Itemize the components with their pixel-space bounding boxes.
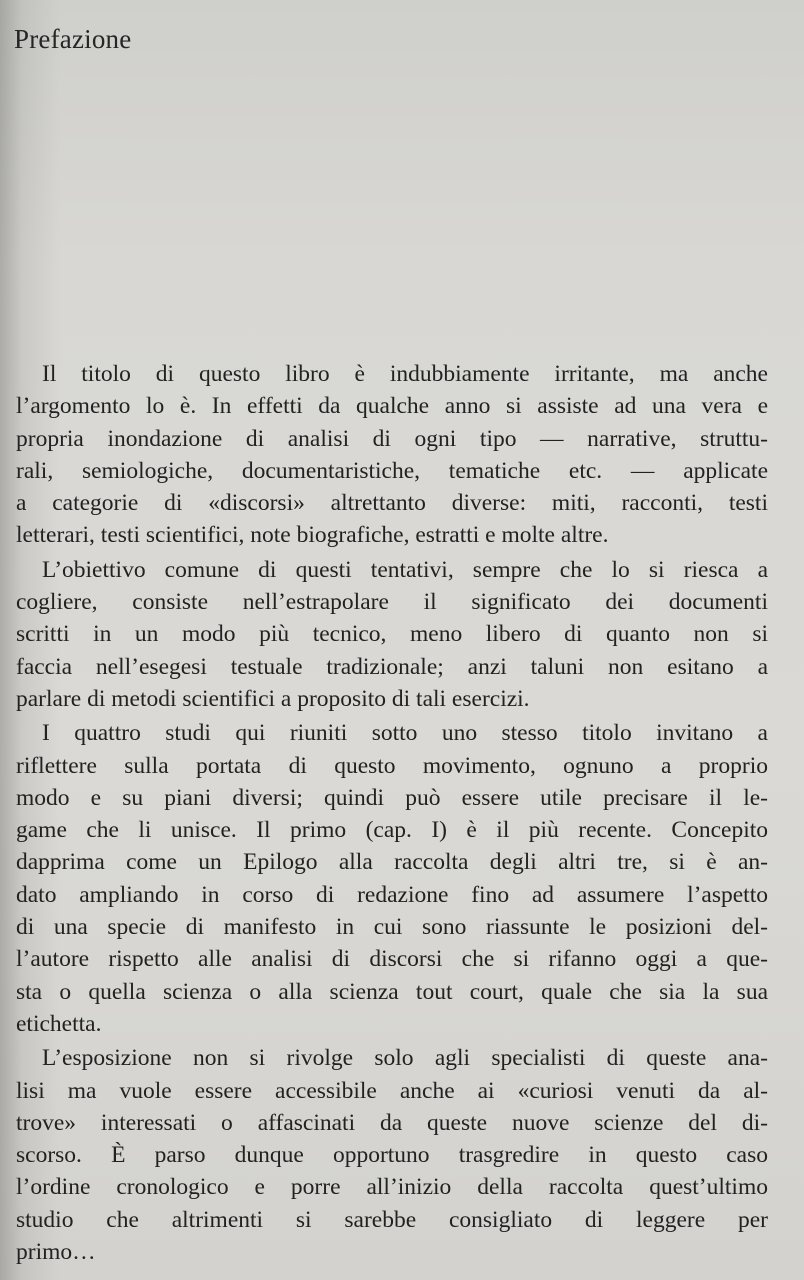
text-line: sta o quella scienza o alla scienza tout court, quale che sia la sua (16, 978, 768, 1005)
paragraph-1 (16, 358, 768, 552)
text-line: dato ampliando in corso di redazione fino ad assumere l’aspetto (16, 881, 768, 908)
text-line: dapprima come un Epilogo alla raccolta degli altri tre, si è an- (16, 849, 768, 876)
page-heading: Prefazione (14, 24, 132, 54)
text-line: trove» interessati o affascinati da queste nuove scienze del di- (16, 1109, 768, 1136)
text-line: di una specie di manifesto in cui sono riassunte le posizioni del- (16, 914, 768, 941)
text-line: parlare di metodi scientifici a proposito di tali esercizi. (16, 685, 530, 712)
text-line: studio che altrimenti si sarebbe consigliato di leggere per (16, 1206, 768, 1233)
text-line: letterari, testi scientifici, note biografiche, estratti e molte altre. (16, 522, 609, 549)
text-line: scritti in un modo più tecnico, meno libero di quanto non si (16, 621, 768, 648)
paragraph-3 (16, 717, 768, 1040)
text-line: L’obiettivo comune di questi tentativi, sempre che lo si riesca a (42, 556, 768, 583)
text-line: propria inondazione di analisi di ogni tipo — narrative, struttu- (16, 425, 768, 452)
text-line: faccia nell’esegesi testuale tradizionale; anzi taluni non esitano a (16, 653, 768, 680)
text-line: I quattro studi qui riuniti sotto uno stesso titolo invitano a (42, 720, 768, 747)
text-line: riflettere sulla portata di questo movimento, ognuno a proprio (16, 752, 768, 779)
text-line: a categorie di «discorsi» altrettanto diverse: miti, racconti, testi (16, 490, 768, 517)
text-line: modo e su piani diversi; quindi può essere utile precisare il le- (16, 784, 768, 811)
text-line: l’autore rispetto alle analisi di discorsi che si rifanno oggi a que- (16, 946, 768, 973)
text-line: game che li unisce. Il primo (cap. I) è il più recente. Concepito (16, 817, 768, 844)
text-line: L’esposizione non si rivolge solo agli specialisti di queste ana- (42, 1045, 768, 1072)
text-line: l’argomento lo è. In effetti da qualche anno si assiste ad una vera e (16, 393, 768, 420)
text-line: lisi ma vuole essere accessibile anche ai «curiosi venuti da al- (16, 1077, 768, 1104)
text-line: etichetta. (16, 1010, 102, 1037)
paragraph-2 (16, 554, 768, 715)
text-line: l’ordine cronologico e porre all’inizio della raccolta quest’ultimo (16, 1174, 768, 1201)
text-line: scorso. È parso dunque opportuno trasgredire in questo caso (16, 1142, 768, 1169)
text-line: cogliere, consiste nell’estrapolare il significato dei documenti (16, 589, 768, 616)
text-line: Il titolo di questo libro è indubbiamente irritante, ma anche (42, 361, 768, 387)
paragraph-4 (16, 1042, 768, 1268)
text-line: rali, semiologiche, documentaristiche, tematiche etc. — applicate (16, 457, 768, 484)
body-text (16, 358, 768, 1270)
text-line: primo… (16, 1239, 96, 1266)
